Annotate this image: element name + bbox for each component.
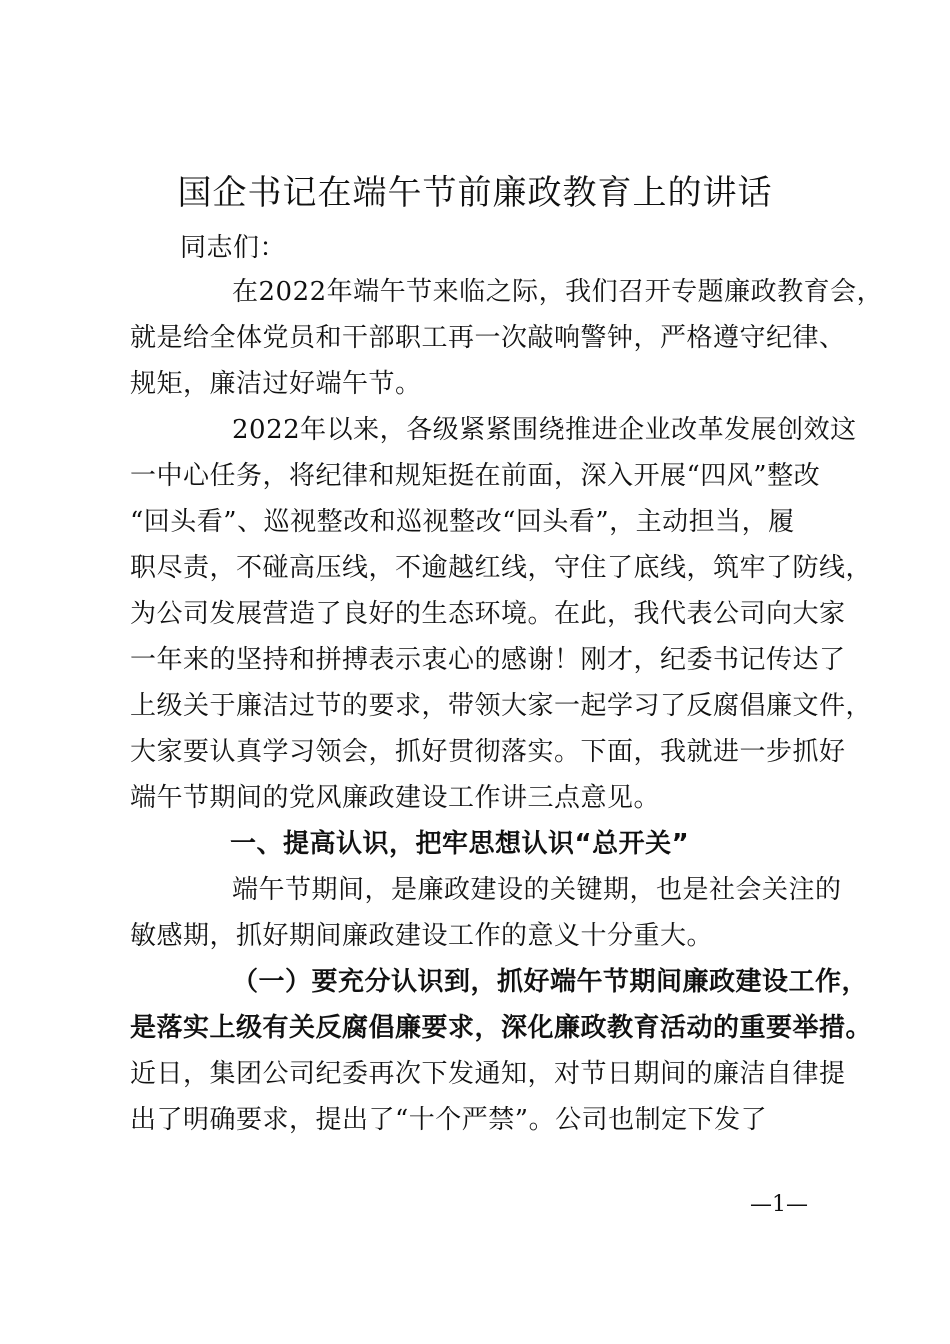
paragraph-line: 敏感期，抓好期间廉政建设工作的意义十分重大。 xyxy=(130,921,714,951)
paragraph-line: 在2022年端午节来临之际，我们召开专题廉政教育会， xyxy=(232,277,884,307)
paragraph-line: 上级关于廉洁过节的要求，带领大家一起学习了反腐倡廉文件， xyxy=(130,691,873,721)
paragraph-line: 大家要认真学习领会，抓好贯彻落实。下面，我就进一步抓好 xyxy=(130,737,846,767)
paragraph-line: 2022年以来，各级紧紧围绕推进企业改革发展创效这 xyxy=(232,415,857,445)
paragraph-line: 规矩，廉洁过好端午节。 xyxy=(130,369,422,399)
paragraph-line: 端午节期间的党风廉政建设工作讲三点意见。 xyxy=(130,783,661,813)
salutation: 同志们： xyxy=(180,233,287,263)
document-title: 国企书记在端午节前廉政教育上的讲话 xyxy=(177,173,773,213)
page-number: —1— xyxy=(750,1192,808,1217)
paragraph-line: 一中心任务，将纪律和规矩挺在前面，深入开展“四风”整改 xyxy=(130,461,821,491)
paragraph-line: 一年来的坚持和拼搏表示衷心的感谢！刚才，纪委书记传达了 xyxy=(130,645,846,675)
paragraph-line: 近日，集团公司纪委再次下发通知，对节日期间的廉洁自律提 xyxy=(130,1059,846,1089)
subsection-heading-continued: 是落实上级有关反腐倡廉要求，深化廉政教育活动的重要举措。 xyxy=(130,1013,873,1043)
paragraph-line: “回头看”、巡视整改和巡视整改“回头看”，主动担当，履 xyxy=(130,507,795,537)
paragraph-line: 就是给全体党员和干部职工再一次敲响警钟，严格遵守纪律、 xyxy=(130,323,846,353)
subsection-heading: （一）要充分认识到，抓好端午节期间廉政建设工作， xyxy=(232,967,869,997)
paragraph-line: 职尽责，不碰高压线，不逾越红线，守住了底线，筑牢了防线， xyxy=(130,553,873,583)
paragraph-line: 为公司发展营造了良好的生态环境。在此，我代表公司向大家 xyxy=(130,599,846,629)
paragraph-line: 端午节期间，是廉政建设的关键期，也是社会关注的 xyxy=(232,875,842,905)
paragraph-line: 出了明确要求，提出了“十个严禁”。公司也制定下发了 xyxy=(130,1105,768,1135)
section-heading: 一、提高认识，把牢思想认识“总开关” xyxy=(230,829,690,859)
